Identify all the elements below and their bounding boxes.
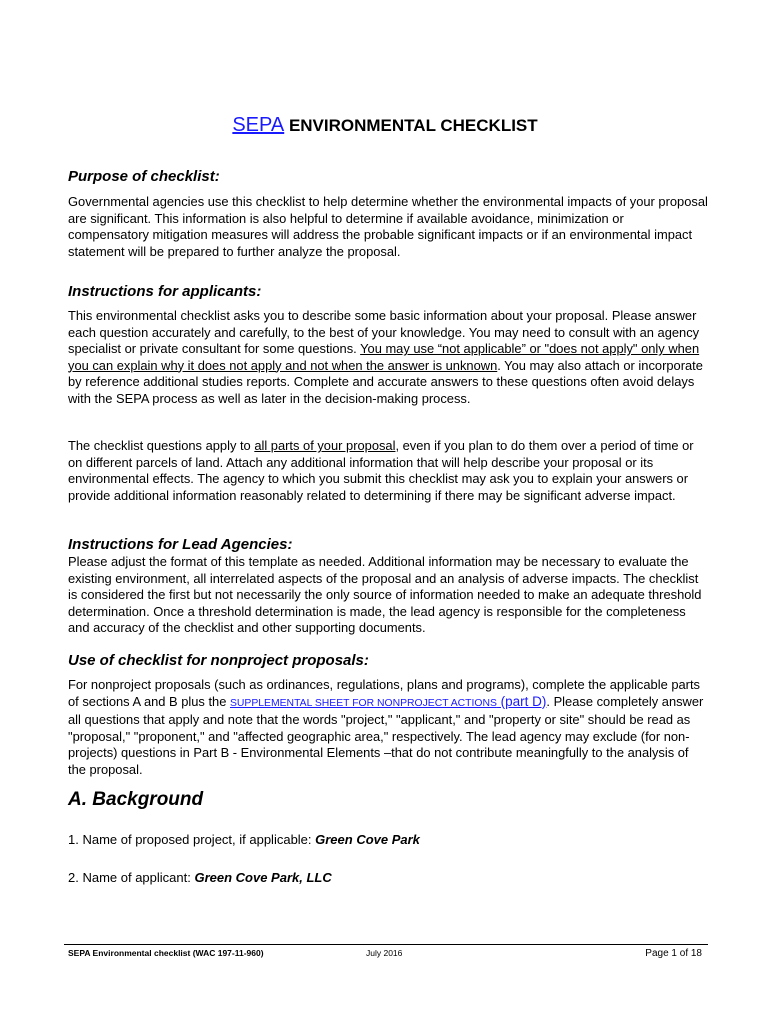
footer-page-number: Page 1 of 18 — [645, 948, 702, 959]
purpose-text: Governmental agencies use this checklist to help determine whether the environmental impacts of your proposal are significant. This information is also helpful to determine if available avoidance, minimization or compensatory mitigation measures will address the probable significant impacts or if an environmental impact statement will be prepared to further analyze the proposal. — [68, 194, 708, 259]
sepa-link[interactable]: SEPA — [232, 114, 285, 136]
nonproject-text: For nonproject proposals (such as ordinances, regulations, plans and programs), complete the applicable parts of sections A and B plus the SUPPLEMENTAL SHEET FOR NONPROJECT ACTIONS (part D). Please completely answer all questions that apply and note that the words "project," "applicant," and "property or site" should be read as "proposal," "proponent," and "affected geographic area," respectively. The lead agency may exclude (for non-projects) questions in Part B - Environmental Elements –that do not contribute meaningfully to the analysis of the proposal. — [68, 677, 704, 777]
lead-agencies-text: Please adjust the format of this template as needed. Additional information may be necessary to evaluate the existing environment, all interrelated aspects of the proposal and an analysis of adverse impacts. The checklist is considered the first but not necessarily the only source of information needed to make an adequate threshold determination. Once a threshold determination is made, the lead agency is responsible for the completeness and accuracy of the checklist and other supporting documents. — [68, 554, 702, 635]
applicants-paragraph-1: This environmental checklist asks you to describe some basic information about your proposal. Please answer each question accurately and carefully, to the best of your knowledge. You may need to consult with an agency specialist or private consultant for some questions. You may use “not applicable” or "does not apply" only when you can explain why it does not apply and not when the answer is unknown. You may also attach or incorporate by reference additional studies reports. Complete and accurate answers to these questions often avoid delays with the SEPA process as well as later in the decision-making process. — [68, 308, 703, 406]
applicants-heading: Instructions for applicants: — [68, 283, 262, 300]
nonproject-heading: Use of checklist for nonproject proposals: — [68, 652, 369, 669]
question-1: 1. Name of proposed project, if applicable: Green Cove Park — [68, 832, 420, 847]
purpose-heading: Purpose of checklist: — [68, 168, 220, 185]
page-title — [0, 114, 770, 137]
not-applicable-note: You may use “not applicable” or "does not apply" only when you can explain why it does not apply and not when the answer is unknown — [68, 341, 700, 373]
applicant-name-answer: Green Cove Park, LLC — [194, 870, 332, 885]
footer-date: July 2016 — [366, 948, 403, 958]
footer-divider — [64, 944, 708, 945]
all-parts-note: all parts of your proposal — [254, 438, 396, 453]
project-name-answer: Green Cove Park — [315, 832, 420, 847]
part-d-link[interactable]: (part D) — [496, 693, 547, 709]
footer-form-title: SEPA Environmental checklist (WAC 197-11-960) — [68, 948, 264, 958]
lead-agencies-heading: Instructions for Lead Agencies: — [68, 536, 293, 553]
supplemental-sheet-link[interactable]: SUPPLEMENTAL SHEET FOR NONPROJECT ACTIONS — [229, 697, 497, 709]
background-heading: A. Background — [68, 789, 204, 810]
question-2: 2. Name of applicant: Green Cove Park, LLC — [68, 870, 332, 885]
title-text: ENVIRONMENTAL CHECKLIST — [284, 116, 538, 135]
applicants-paragraph-2: The checklist questions apply to all parts of your proposal, even if you plan to do them over a period of time or on different parcels of land. Attach any additional information that will help describe your proposal or its environmental effects. The agency to which you submit this checklist may ask you to explain your answers or provide additional information reasonably related to determining if there may be significant adverse impact. — [68, 438, 694, 503]
